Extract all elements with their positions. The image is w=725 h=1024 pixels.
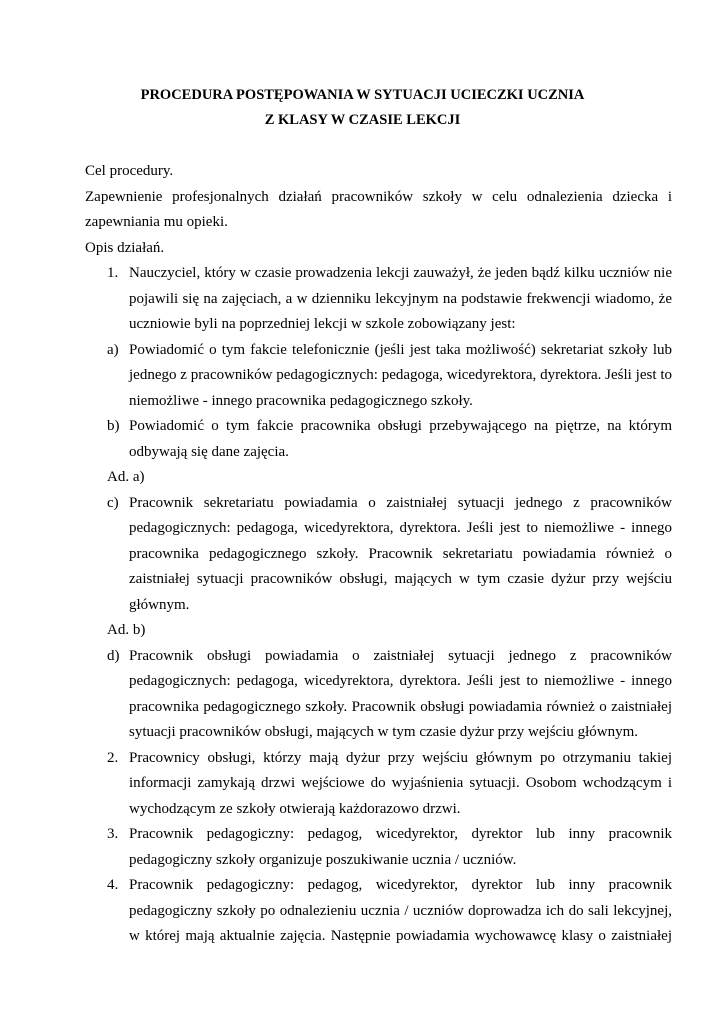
list-item	[85, 261, 672, 338]
actions-heading: Opis działań.	[85, 239, 165, 256]
document-body	[85, 159, 672, 950]
list-marker: 4.	[107, 877, 119, 893]
list-item	[85, 414, 672, 465]
list-item-text: Nauczyciel, który w czasie prowadzenia lekcji zauważył, że jeden bądź kilku uczniów nie pojawili się na zajęciach, a w dzienniku lekcyjnym na podstawie frekwencji wiadomo, że uczniowie byli na poprzedniej lekcji w szkole zobowiązany jest:	[129, 265, 672, 332]
list-marker: a)	[107, 341, 119, 358]
list-item	[85, 491, 672, 619]
list-marker: c)	[107, 494, 119, 511]
list-marker: 2.	[107, 749, 119, 766]
goal-text: Zapewnienie profesjonalnych działań pracowników szkoły w celu odnalezienia dziecka i zapewniania mu opieki.	[85, 188, 672, 230]
list-item-text: Powiadomić o tym fakcie pracownika obsługi przebywającego na piętrze, na którym odbywają się dane zajęcia.	[129, 418, 672, 460]
ad-label: Ad. b)	[107, 622, 146, 638]
list-item	[85, 822, 672, 873]
list-marker: 3.	[107, 826, 119, 842]
list-item	[85, 873, 672, 950]
list-marker: d)	[107, 647, 120, 664]
document-title-line2: Z KLASY W CZASIE LEKCJI	[264, 112, 461, 128]
list-item-text: Powiadomić o tym fakcie telefonicznie (jeśli jest taka możliwość) sekretariat szkoły lub jednego z pracowników pedagogicznych: pedagoga, wicedyrektora, dyrektora. Jeśli jest to niemożliwe - innego pracownika pedagogicznego szkoły.	[129, 341, 672, 409]
list-item-text: Pracownicy obsługi, którzy mają dyżur przy wejściu głównym po otrzymaniu takiej informacji zamykają drzwi wejściowe do wyjaśnienia sytuacji. Osobom wchodzącym i wychodzącym ze szkoły otwierają każdorazowo drzwi.	[129, 749, 672, 817]
list-item	[85, 338, 672, 415]
goal-heading: Cel procedury.	[85, 163, 174, 179]
list-item-text: Pracownik obsługi powiadamia o zaistniałej sytuacji jednego z pracowników pedagogicznych: pedagoga, wicedyrektora, dyrektora. Jeśli jest to niemożliwe - innego pracownika pedagogicznego szkoły. Pracownik obsługi powiadamia również o zaistniałej sytuacji pracowników obsługi, mających w tym czasie dyżur przy wejściu głównym.	[129, 647, 672, 740]
list-marker: b)	[107, 418, 120, 434]
list-item-text: Pracownik sekretariatu powiadamia o zaistniałej sytuacji jednego z pracowników pedagogicznych: pedagoga, wicedyrektora, dyrektora. Jeśli jest to niemożliwe - innego pracownika pedagogicznego szkoły. Pracownik sekretariatu powiadamia również o zaistniałej sytuacji pracowników obsługi, mających w tym czasie dyżur przy wejściu głównym.	[129, 494, 672, 613]
document-title-line1: PROCEDURA POSTĘPOWANIA W SYTUACJI UCIECZKI UCZNIA	[140, 87, 585, 103]
ad-label: Ad. a)	[107, 469, 145, 485]
list-item-text: Pracownik pedagogiczny: pedagog, wicedyrektor, dyrektor lub inny pracownik pedagogiczny szkoły po odnalezieniu ucznia / uczniów doprowadza ich do sali lekcyjnej, w której mają aktualnie zajęcia. Następnie powiadamia wychowawcę klasy o zaistniałej	[129, 877, 672, 944]
list-item-text: Pracownik pedagogiczny: pedagog, wicedyrektor, dyrektor lub inny pracownik pedagogiczny szkoły organizuje poszukiwanie ucznia / uczniów.	[129, 826, 672, 868]
list-item	[85, 644, 672, 746]
list-marker: 1.	[107, 265, 119, 281]
list-item	[85, 746, 672, 823]
